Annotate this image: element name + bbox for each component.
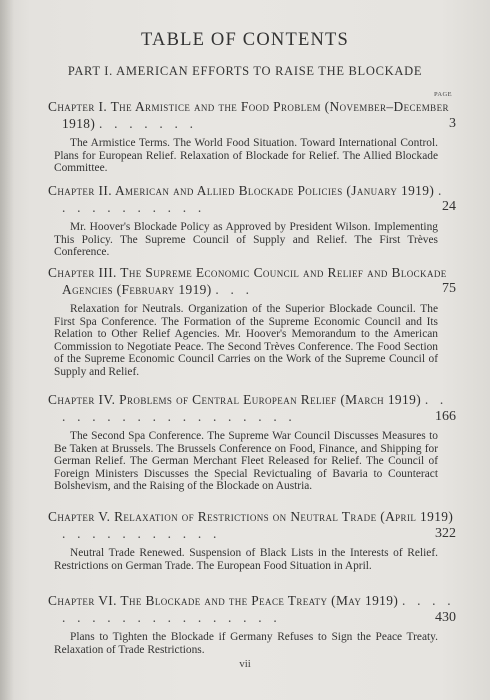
- chapter-summary: The Armistice Terms. The World Food Situation. Toward International Control. Plans for European Relief. Relaxation of Blockade for Relief. The Allied Blockade Committee.: [54, 137, 438, 175]
- chapter-heading: Chapter IV. Problems of Central European Relief (March 1919) . . . . . . . . . . . . . . . . . .: [48, 392, 448, 424]
- chapter-page-number: 430: [435, 610, 456, 625]
- chapter-page-number: 3: [449, 116, 456, 131]
- chapter-entry-4: [48, 391, 456, 493]
- chapter-heading: Chapter VI. The Blockade and the Peace Treaty (May 1919) . . . . . . . . . . . . . . . . . . .: [48, 593, 455, 625]
- part-title: PART I. AMERICAN EFFORTS TO RAISE THE BLOCKADE: [67, 64, 423, 78]
- chapter-summary: The Second Spa Conference. The Supreme War Council Discusses Measures to Be Taken at Brussels. The Brussels Conference on Food, Finance, and Shipping for German Relief. The German Merchant Fleet Released for Relief. The Council of Foreign Ministers Discusses the Special Revictualing of Bavaria to Counteract Bolshevism, and the Raising of the Blockade on Austria.: [54, 430, 438, 493]
- chapter-summary: Relaxation for Neutrals. Organization of the Superior Blockade Council. The First Spa Conference. The Formation of the Supreme Economic Council and Its Relation to Other Relief Agencies. Mr. Hoover's Memorandum to the American Commission to Negotiate Peace. The Second Trèves Conference. The Food Section of the Supreme Economic Council Carries on the Work of the Supreme Council of Supply and Relief.: [54, 303, 438, 378]
- chapter-page-number: 322: [435, 526, 456, 541]
- chapter-entry-5: [48, 508, 456, 572]
- chapter-summary: Neutral Trade Renewed. Suspension of Black Lists in the Interests of Relief. Restrictions on German Trade. The European Food Situation in April.: [54, 547, 438, 572]
- page-gutter-shadow: [0, 0, 14, 700]
- chapter-page-number: 166: [435, 409, 456, 424]
- chapter-heading: Chapter I. The Armistice and the Food Problem (November–December 1918) . . . . . . .: [48, 99, 449, 131]
- chapter-entry-1: [48, 98, 456, 175]
- page-title: TABLE OF CONTENTS: [140, 30, 350, 50]
- chapter-summary: Plans to Tighten the Blockade if Germany Refuses to Sign the Peace Treaty. Relaxation of Trade Restrictions.: [54, 631, 438, 656]
- chapter-page-number: 24: [442, 199, 456, 214]
- chapter-heading: Chapter II. American and Allied Blockade Policies (January 1919) . . . . . . . . . . .: [48, 183, 446, 215]
- page-column-label: PAGE: [434, 91, 452, 98]
- chapter-entry-2: [48, 182, 456, 259]
- chapter-heading: Chapter V. Relaxation of Restrictions on Neutral Trade (April 1919) . . . . . . . . . . .: [48, 509, 454, 541]
- chapter-summary: Mr. Hoover's Blockade Policy as Approved by President Wilson. Implementing This Policy. The Supreme Council of Supply and Relief. The First Trèves Conference.: [54, 221, 438, 259]
- chapter-page-number: 75: [442, 281, 456, 296]
- chapter-heading: Chapter III. The Supreme Economic Council and Relief and Blockade Agencies (February 1919) . . .: [48, 265, 447, 297]
- chapter-entry-6: [48, 592, 456, 656]
- chapter-entry-3: [48, 264, 456, 379]
- page-folio-number: vii: [239, 658, 251, 670]
